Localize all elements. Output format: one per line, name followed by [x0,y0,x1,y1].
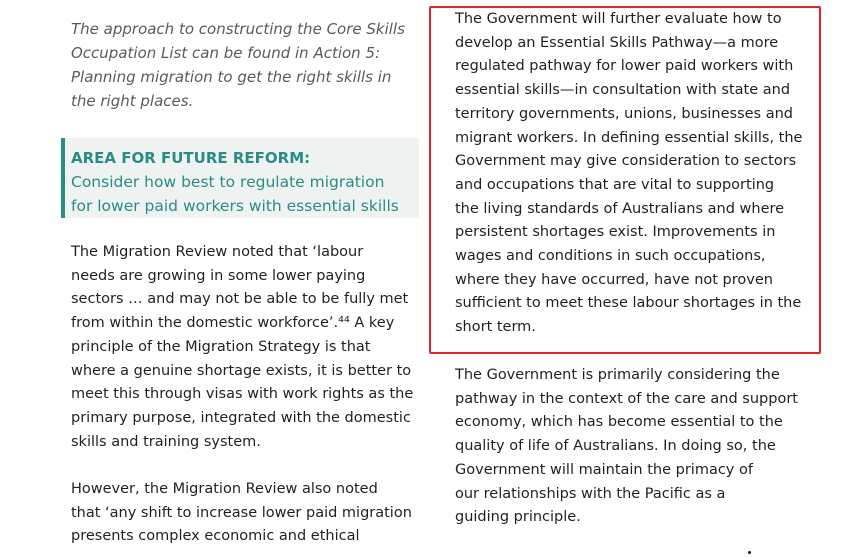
future-reform-line: Consider how best to regulate migration [71,173,385,191]
paragraph-line: The Migration Review noted that ‘labour [71,244,364,260]
intro-note-line: The approach to constructing the Core Skills [71,20,405,38]
paragraph-line: where they have occurred, have not proven [455,271,773,288]
paragraph-line: persistent shortages exist. Improvements in [455,224,776,241]
paragraph-line: migrant workers. In defining essential skills, the [455,129,803,146]
paragraph-line: guiding principle. [455,509,581,526]
paragraph-line: regulated pathway for lower paid workers with [455,58,794,75]
paragraph-line: Government may give consideration to sectors [455,153,797,170]
future-reform-text [71,170,399,218]
paragraph-line: presents complex economic and ethical [71,528,360,545]
paragraph-line: essential skills—in consultation with state and [455,82,791,99]
paragraph-line: principle of the Migration Strategy is that [71,338,371,355]
future-reform-heading: AREA FOR FUTURE REFORM: [71,149,311,167]
paragraph-line: pathway in the context of the care and support [455,390,798,407]
paragraph-line: from within the domestic workforce’.⁴⁴ A key [71,315,395,332]
paragraph-line: where a genuine shortage exists, it is better to [71,362,412,379]
intro-note-line: the right places. [71,92,194,110]
future-reform-line: for lower paid workers with essential skills [71,197,399,215]
care-economy-paragraph [455,364,798,530]
paragraph-line: the living standards of Australians and where [455,200,785,217]
paragraph-line: territory governments, unions, businesses and [455,105,793,122]
paragraph-line: The Government is primarily considering the [455,367,780,383]
paragraph-line: quality of life of Australians. In doing so, the [455,438,776,455]
paragraph-line: and occupations that are vital to supporting [455,176,775,193]
page-mark [748,551,751,554]
migration-review-followup-paragraph [71,478,412,549]
paragraph-line: However, the Migration Review also noted [71,481,378,497]
intro-note [71,17,411,113]
paragraph-line: wages and conditions in such occupations, [455,248,766,265]
migration-review-paragraph [71,241,413,454]
paragraph-line: short term. [455,319,536,336]
paragraph-line: sufficient to meet these labour shortages in the [455,295,802,312]
intro-note-line: Planning migration to get the right skills in [71,68,392,86]
paragraph-line: sectors … and may not be able to be fully met [71,291,409,308]
paragraph-line: develop an Essential Skills Pathway—a more [455,34,779,51]
paragraph-line: meet this through visas with work rights as the [71,386,414,403]
paragraph-line: needs are growing in some lower paying [71,267,366,284]
paragraph-line: our relationships with the Pacific as a [455,485,726,502]
paragraph-line: The Government will further evaluate how to [455,11,782,27]
essential-skills-pathway-paragraph [455,8,802,340]
paragraph-line: skills and training system. [71,433,261,450]
paragraph-line: Government will maintain the primacy of [455,461,753,478]
paragraph-line: economy, which has become essential to the [455,414,783,431]
intro-note-line: Occupation List can be found in Action 5: [71,44,381,62]
paragraph-line: primary purpose, integrated with the domestic [71,409,411,426]
paragraph-line: that ‘any shift to increase lower paid migration [71,504,412,521]
